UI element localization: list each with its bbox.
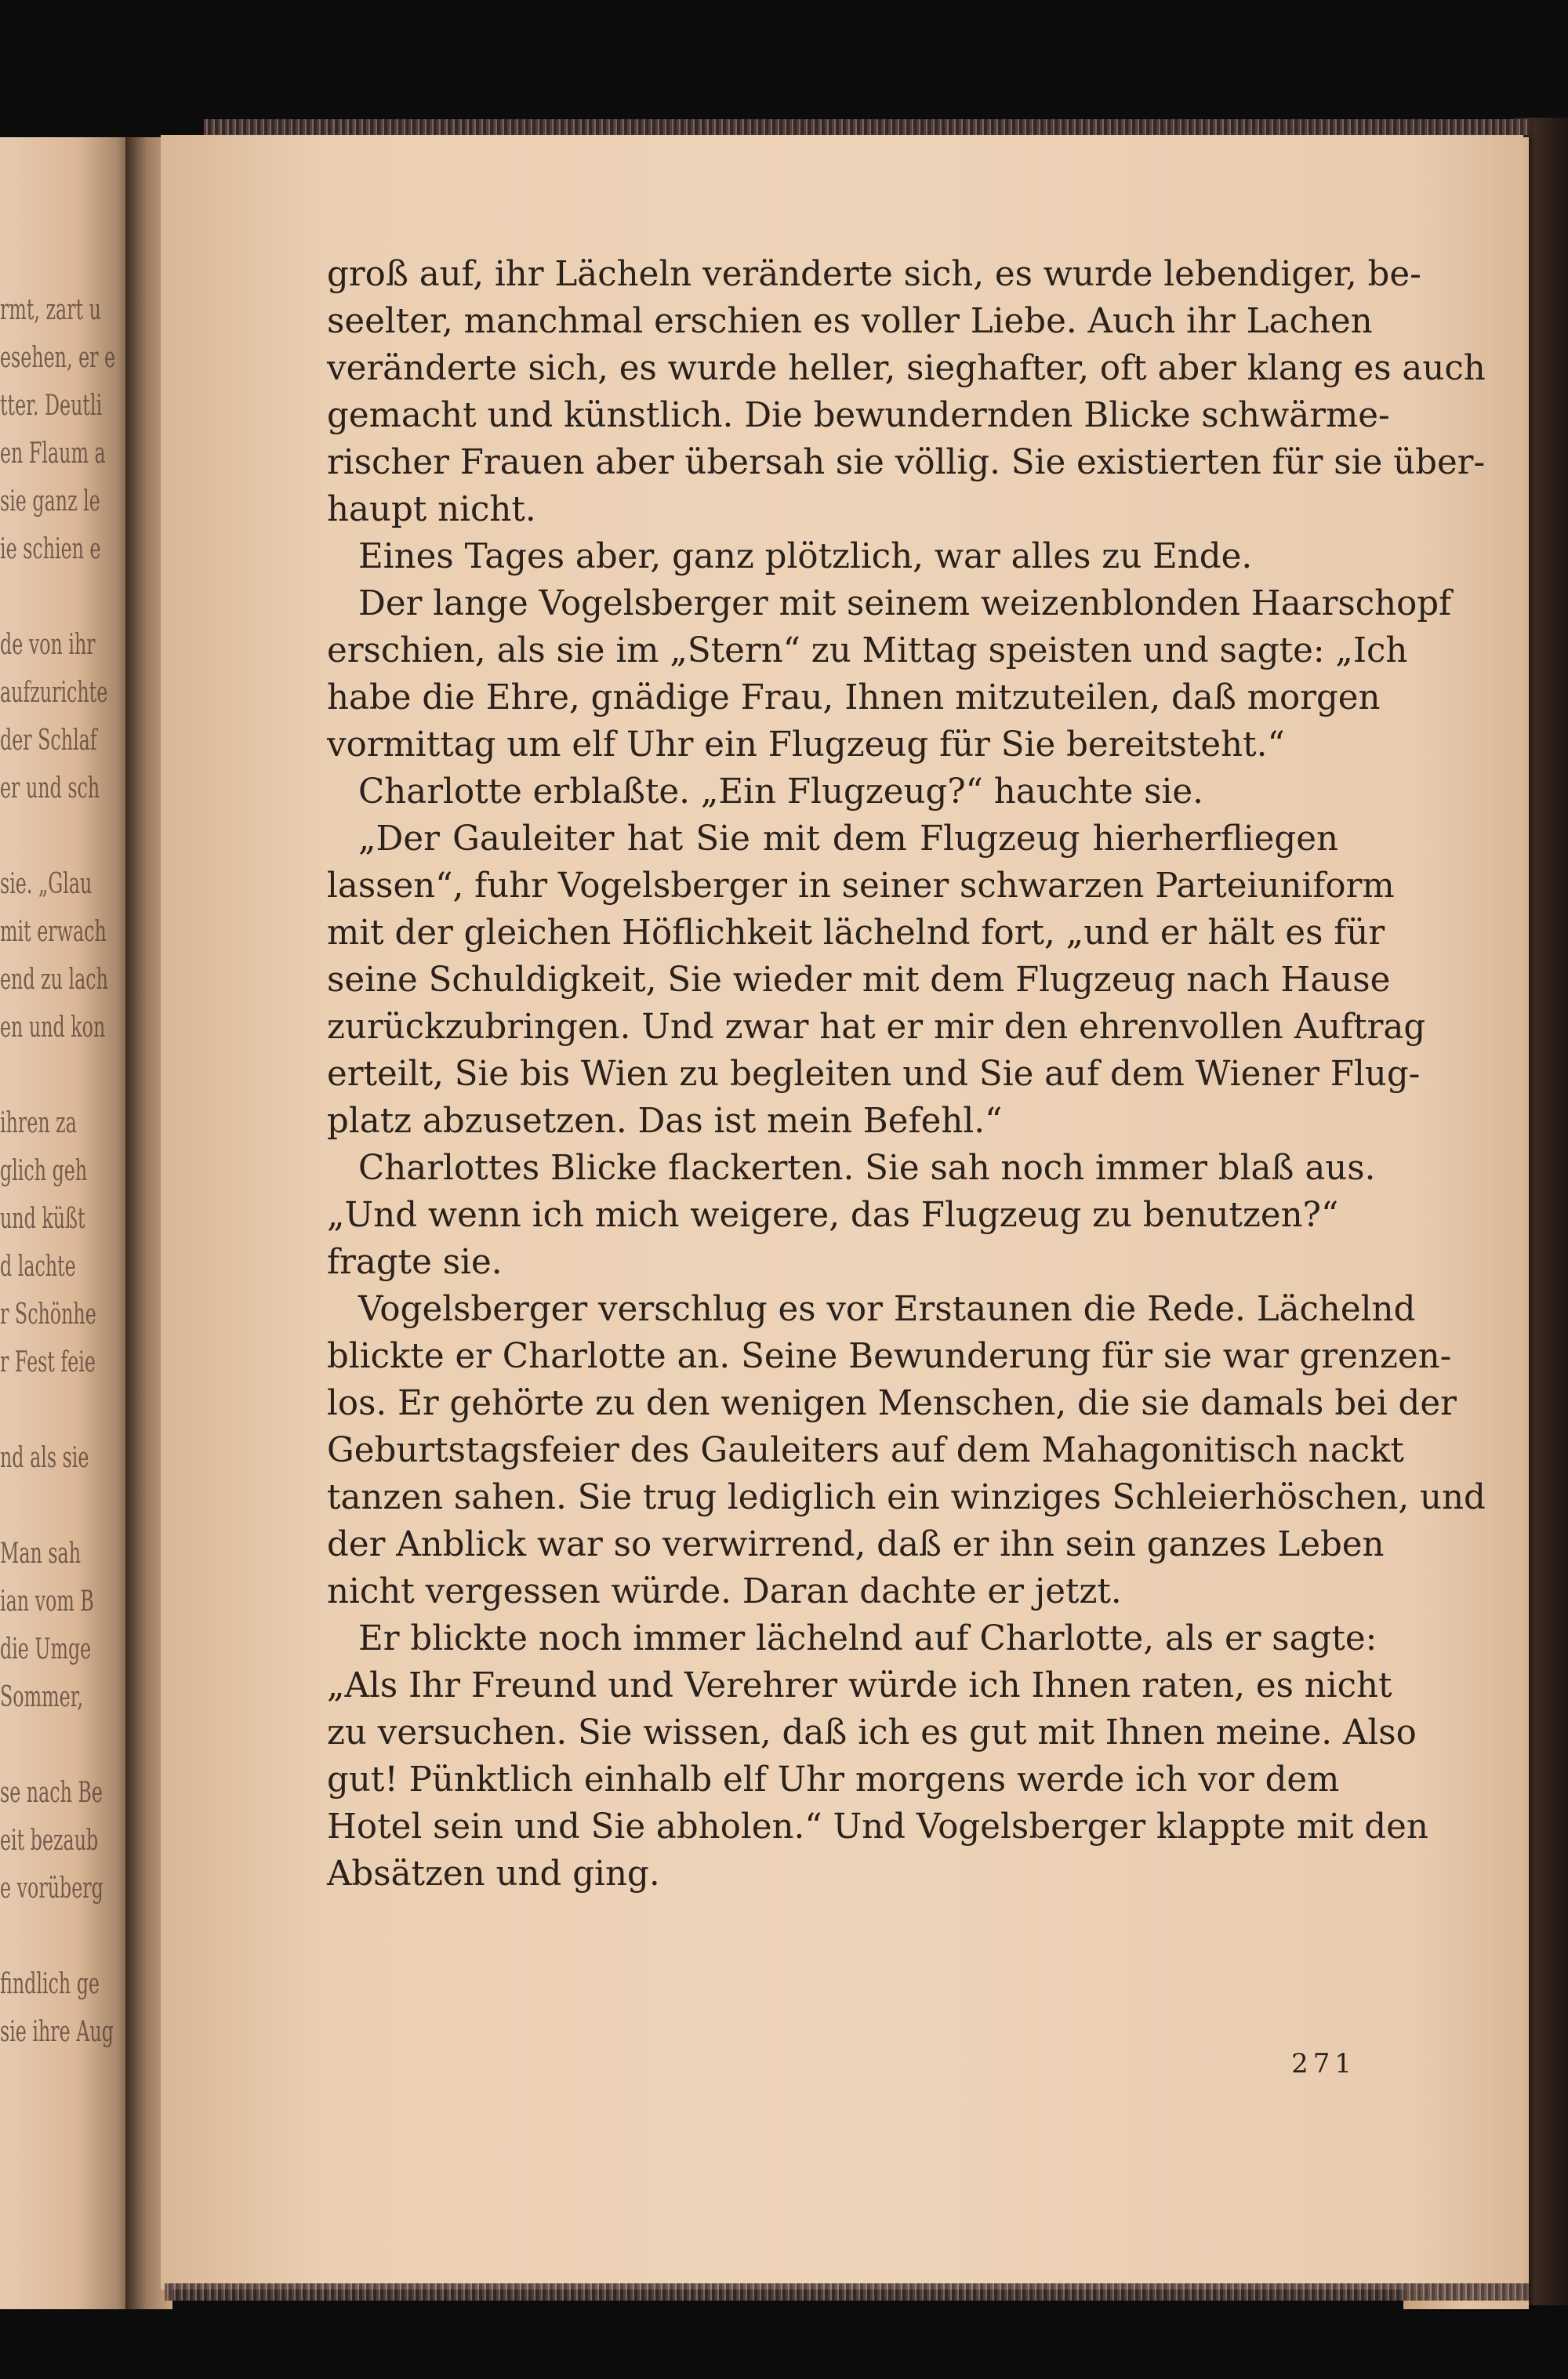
text-line: zu versuchen. Sie wissen, daß ich es gut mit Ihnen meine. Also — [327, 1713, 1417, 1752]
text-line: seine Schuldigkeit, Sie wieder mit dem Flugzeug nach Hause — [327, 961, 1391, 1000]
left-line: tter. Deutli — [0, 390, 103, 422]
text-line: Eines Tages aber, ganz plötzlich, war alles zu Ende. — [358, 537, 1253, 576]
text-line: erteilt, Sie bis Wien zu begleiten und Sie auf dem Wiener Flug- — [327, 1055, 1421, 1094]
body-text — [327, 251, 1486, 1898]
left-line: und küßt — [0, 1203, 85, 1235]
left-line: e vorüberg — [0, 1872, 103, 1905]
text-line: Absätzen und ging. — [327, 1854, 660, 1894]
left-line: mit erwach — [0, 916, 107, 948]
text-line: gemacht und künstlich. Die bewundernden Blicke schwärme- — [327, 396, 1390, 435]
left-page-text — [0, 286, 116, 2056]
left-line: glich geh — [0, 1155, 88, 1187]
left-line: sie ganz le — [0, 485, 100, 518]
left-line: r Schönhe — [0, 1298, 96, 1331]
text-line: blickte er Charlotte an. Seine Bewunderung für sie war grenzen- — [327, 1337, 1452, 1376]
left-line: se nach Be — [0, 1777, 103, 1809]
left-line — [0, 1386, 91, 1434]
text-line: „Als Ihr Freund und Verehrer würde ich Ihnen raten, es nicht — [327, 1666, 1392, 1705]
text-line: veränderte sich, es wurde heller, sieghafter, oft aber klang es auch — [327, 349, 1486, 388]
text-line: Charlotte erblaßte. „Ein Flugzeug?“ hauchte sie. — [358, 772, 1203, 812]
text-line: Geburtstagsfeier des Gauleiters auf dem Mahagonitisch nackt — [327, 1431, 1404, 1470]
text-line: platz abzusetzen. Das ist mein Befehl.“ — [327, 1102, 1003, 1141]
left-line: esehen, er e — [0, 342, 116, 374]
left-line: sie ihre Aug — [0, 2016, 114, 2048]
left-line: de von ihr — [0, 629, 96, 661]
left-line: ie schien e — [0, 533, 101, 565]
left-line: er und sch — [0, 772, 100, 805]
left-line — [0, 1482, 91, 1530]
left-line: der Schlaf — [0, 725, 97, 757]
text-line: Der lange Vogelsberger mit seinem weizenblonden Haarschopf — [358, 584, 1452, 623]
left-line: d lachte — [0, 1251, 76, 1283]
left-line: r Fest feie — [0, 1346, 96, 1378]
text-line: vormittag um elf Uhr ein Flugzeug für Sie bereitsteht.“ — [327, 725, 1285, 765]
text-line: lassen“, fuhr Vogelsberger in seiner schwarzen Parteiuniform — [327, 866, 1395, 906]
right-page — [161, 135, 1523, 2290]
left-line: die Umge — [0, 1633, 92, 1665]
left-line: ihren za — [0, 1107, 77, 1139]
left-facing-page — [0, 137, 137, 2309]
text-line: gut! Pünktlich einhalb elf Uhr morgens werde ich vor dem — [327, 1760, 1340, 1800]
text-line: zurückzubringen. Und zwar hat er mir den ehrenvollen Auftrag — [327, 1008, 1426, 1047]
left-line: end zu lach — [0, 964, 108, 996]
text-line: der Anblick war so verwirrend, daß er ihn sein ganzes Leben — [327, 1525, 1385, 1564]
left-line — [0, 1051, 91, 1099]
left-line: Man sah — [0, 1538, 82, 1570]
text-line: nicht vergessen würde. Daran dachte er jetzt. — [327, 1572, 1122, 1611]
text-line: „Und wenn ich mich weigere, das Flugzeug zu benutzen?“ — [327, 1196, 1339, 1235]
text-line: Er blickte noch immer lächelnd auf Charlotte, als er sagte: — [358, 1619, 1377, 1658]
left-line: ian vom B — [0, 1585, 94, 1618]
left-line: findlich ge — [0, 1968, 100, 2000]
text-line: fragte sie. — [327, 1243, 503, 1282]
left-line: rmt, zart u — [0, 294, 101, 326]
left-line: aufzurichte — [0, 677, 108, 709]
left-line: en und kon — [0, 1012, 106, 1044]
text-line: seelter, manchmal erschien es voller Liebe. Auch ihr Lachen — [327, 302, 1373, 341]
text-line: mit der gleichen Höflichkeit lächelnd fort, „und er hält es für — [327, 913, 1385, 953]
text-line: erschien, als sie im „Stern“ zu Mittag speisten und sagte: „Ich — [327, 631, 1408, 670]
bottom-headband — [165, 2283, 1529, 2301]
top-headband — [204, 119, 1529, 135]
left-line — [0, 1912, 91, 1960]
text-line: haupt nicht. — [327, 490, 536, 529]
left-line: Sommer, — [0, 1681, 84, 1713]
left-line: eit bezaub — [0, 1825, 99, 1857]
text-line: los. Er gehörte zu den wenigen Menschen, die sie damals bei der — [327, 1384, 1457, 1423]
left-line: sie. „Glau — [0, 868, 93, 900]
text-line: „Der Gauleiter hat Sie mit dem Flugzeug hierherfliegen — [358, 819, 1338, 859]
text-line: tanzen sahen. Sie trug lediglich ein winziges Schleierhöschen, und — [327, 1478, 1486, 1517]
left-line — [0, 573, 91, 621]
left-line: nd als sie — [0, 1442, 89, 1474]
text-line: rischer Frauen aber übersah sie völlig. Sie existierten für sie über- — [327, 443, 1486, 482]
left-line: en Flaum a — [0, 438, 106, 470]
page-number: 271 — [1291, 2048, 1356, 2079]
left-line — [0, 1721, 91, 1769]
left-line — [0, 812, 91, 860]
text-line: groß auf, ihr Lächeln veränderte sich, es wurde lebendiger, be- — [327, 255, 1421, 294]
text-line: Vogelsberger verschlug es vor Erstaunen die Rede. Lächelnd — [358, 1290, 1416, 1329]
text-line: Charlottes Blicke flackerten. Sie sah noch immer blaß aus. — [358, 1149, 1376, 1188]
text-line: habe die Ehre, gnädige Frau, Ihnen mitzuteilen, daß morgen — [327, 678, 1381, 717]
text-line: Hotel sein und Sie abholen.“ Und Vogelsberger klappte mit den — [327, 1807, 1428, 1847]
